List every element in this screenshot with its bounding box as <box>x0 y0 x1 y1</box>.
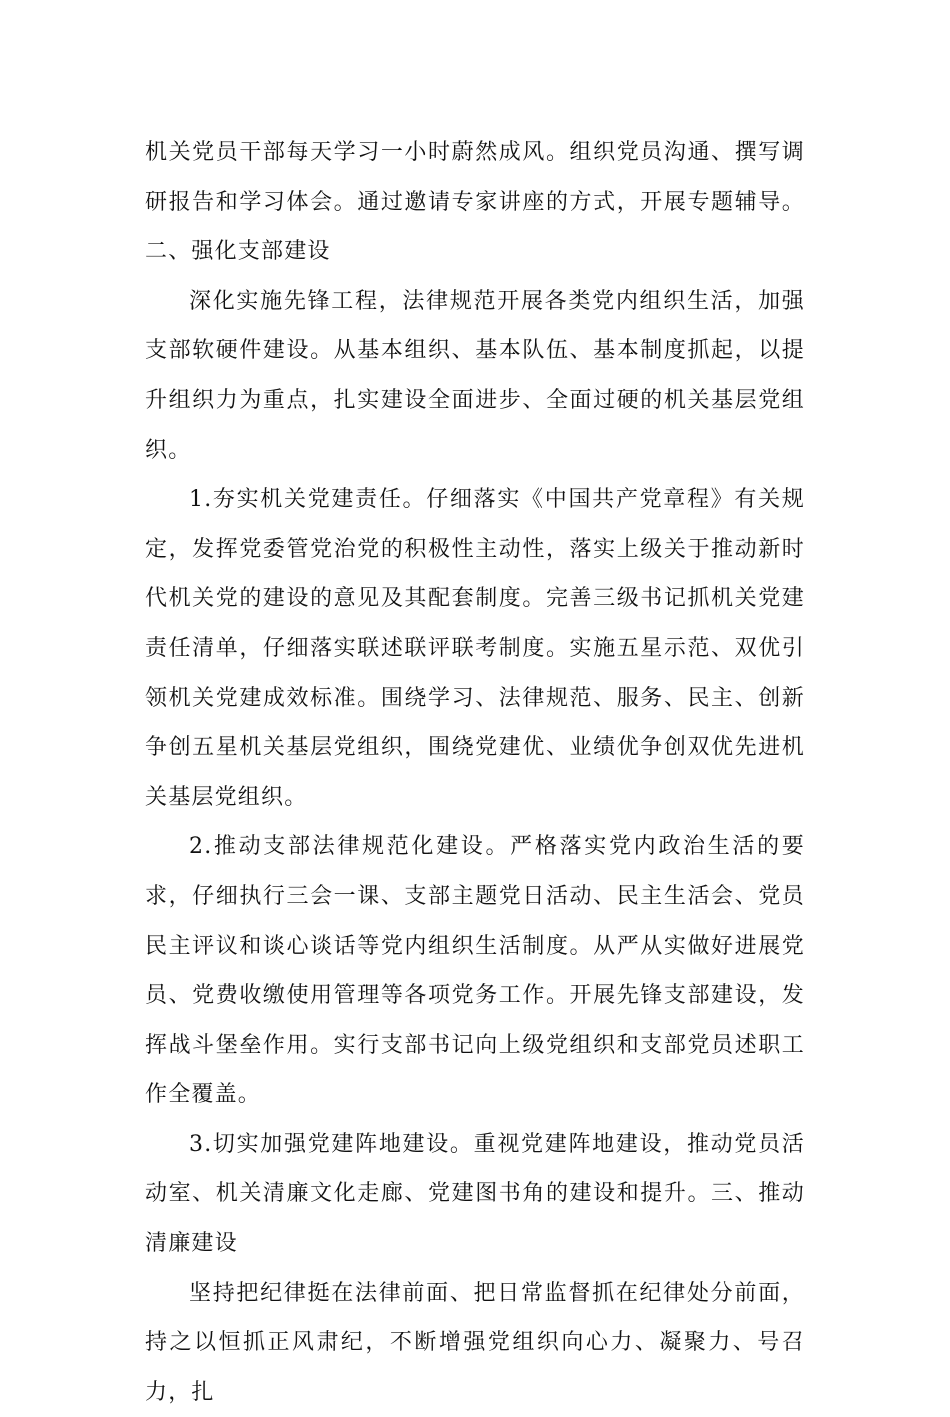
paragraph-continuation: 机关党员干部每天学习一小时蔚然成风。组织党员沟通、撰写调研报告和学习体会。通过邀请专家讲座的方式，开展专题辅导。二、强化支部建设 <box>145 140 805 265</box>
paragraph-item-1: 1.夯实机关党建责任。仔细落实《中国共产党章程》有关规定，发挥党委管党治党的积极性主动性，落实上级关于推动新时代机关党的建设的意见及其配套制度。完善三级书记抓机关党建责任清单，仔细落实联述联评联考制度。实施五星示范、双优引领机关党建成效标准。围绕学习、法律规范、服务、民主、创新争创五星机关基层党组织，围绕党建优、业绩优争创双优先进机关基层党组织。 <box>145 487 805 810</box>
paragraph-discipline: 坚持把纪律挺在法律前面、把日常监督抓在纪律处分前面，持之以恒抓正风肃纪，不断增强党组织向心力、凝聚力、号召力，扎 <box>145 1280 805 1405</box>
paragraph-item-2: 2.推动支部法律规范化建设。严格落实党内政治生活的要求，仔细执行三会一课、支部主题党日活动、民主生活会、党员民主评议和谈心谈话等党内组织生活制度。从严从实做好进展党员、党费收缴使用管理等各项党务工作。开展先锋支部建设，发挥战斗堡垒作用。实行支部书记向上级党组织和支部党员述职工作全覆盖。 <box>145 834 805 1108</box>
paragraph-pioneer-project: 深化实施先锋工程，法律规范开展各类党内组织生活，加强支部软硬件建设。从基本组织、基本队伍、基本制度抓起，以提升组织力为重点，扎实建设全面进步、全面过硬的机关基层党组织。 <box>145 288 805 463</box>
paragraph-item-3: 3.切实加强党建阵地建设。重视党建阵地建设，推动党员活动室、机关清廉文化走廊、党建图书角的建设和提升。三、推动清廉建设 <box>145 1131 805 1257</box>
document-body <box>145 128 805 1417</box>
